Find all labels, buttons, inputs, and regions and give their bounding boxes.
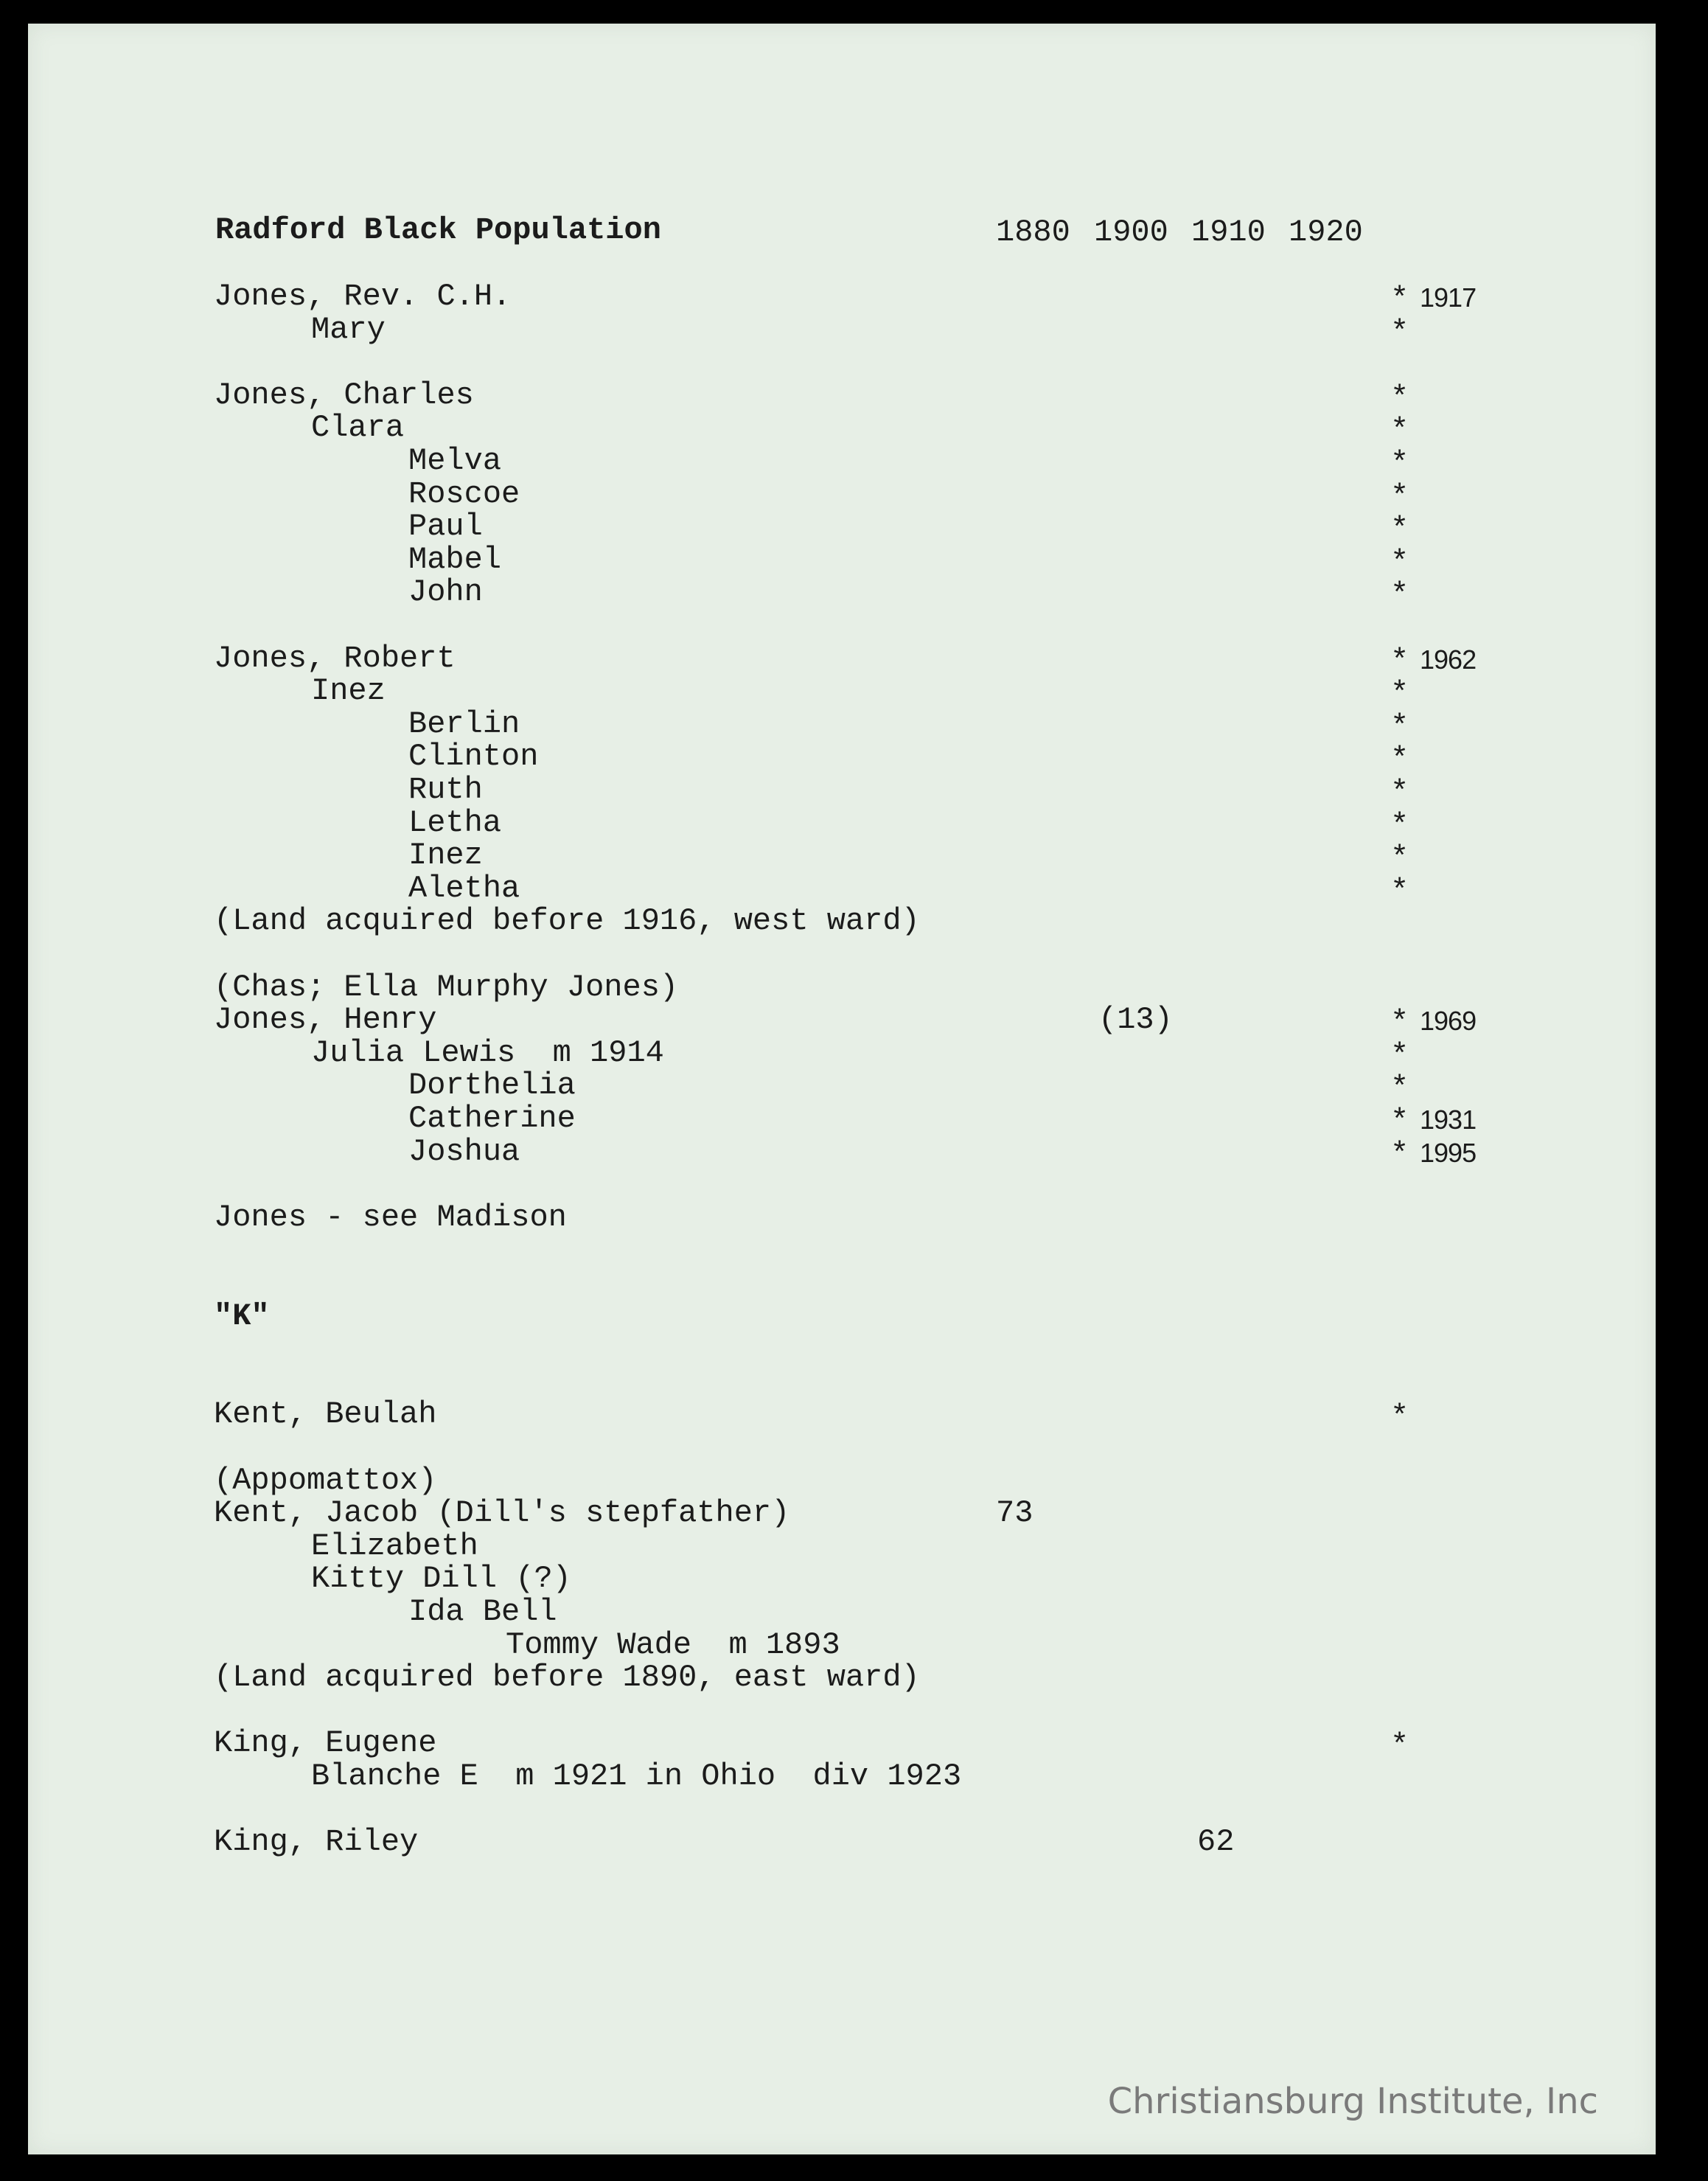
- census-1920-mark: *: [1390, 380, 1409, 416]
- census-1920-mark: *: [1390, 709, 1409, 745]
- census-1920-mark: *: [1390, 874, 1409, 909]
- entry-name: Tommy Wade m 1893: [506, 1627, 840, 1663]
- watermark: Christiansburg Institute, Inc: [1107, 2081, 1598, 2122]
- census-1910-value: 62: [1197, 1824, 1235, 1860]
- census-1920-mark: *: [1390, 413, 1409, 448]
- census-1920-mark: *: [1390, 479, 1409, 515]
- census-1920-mark: *: [1390, 1137, 1409, 1172]
- handwritten-year: 1931: [1420, 1105, 1477, 1135]
- entry-name: Clara: [311, 410, 405, 445]
- census-1920-mark: *: [1390, 315, 1409, 350]
- entry-name: Mary: [311, 312, 386, 347]
- entry-name: King, Eugene: [214, 1725, 437, 1761]
- entry-name: (Land acquired before 1916, west ward): [214, 903, 920, 939]
- year-header-1880: 1880: [996, 215, 1070, 250]
- entry-name: Kent, Beulah: [214, 1396, 437, 1432]
- census-1920-mark: *: [1390, 808, 1409, 843]
- entry-name: Roscoe: [408, 476, 520, 512]
- entry-name: Melva: [408, 443, 502, 479]
- entry-name: Letha: [408, 805, 502, 841]
- document-page: [28, 24, 1656, 2154]
- census-1880-value: 73: [996, 1495, 1033, 1531]
- entry-name: (Land acquired before 1890, east ward): [214, 1660, 920, 1695]
- entry-name: Julia Lewis m 1914: [311, 1035, 664, 1071]
- census-1920-mark: *: [1390, 676, 1409, 712]
- entry-name: (Chas; Ella Murphy Jones): [214, 970, 679, 1005]
- entry-name: Inez: [311, 673, 386, 709]
- entry-name: Blanche E m 1921 in Ohio div 1923: [311, 1759, 962, 1794]
- entry-name: Mabel: [408, 542, 502, 577]
- census-1920-mark: *: [1390, 577, 1409, 613]
- entry-name: Jones, Rev. C.H.: [214, 279, 512, 314]
- census-1920-mark: *: [1390, 1104, 1409, 1139]
- entry-name: Paul: [408, 509, 483, 544]
- census-1920-mark: *: [1390, 742, 1409, 777]
- entry-name: Dorthelia: [408, 1068, 576, 1103]
- census-1920-mark: *: [1390, 841, 1409, 876]
- census-1920-mark: *: [1390, 644, 1409, 679]
- census-1920-mark: *: [1390, 1071, 1409, 1106]
- entry-name: "K": [214, 1298, 270, 1334]
- census-1920-mark: *: [1390, 1038, 1409, 1074]
- entry-name: Inez: [408, 838, 483, 873]
- year-header-1900: 1900: [1094, 215, 1168, 250]
- entry-name: Jones, Robert: [214, 641, 456, 676]
- census-1900-value: (13): [1098, 1002, 1173, 1037]
- handwritten-year: 1962: [1420, 644, 1477, 675]
- census-1920-mark: *: [1390, 545, 1409, 580]
- year-header-1920: 1920: [1289, 215, 1363, 250]
- entry-name: Jones - see Madison: [214, 1200, 567, 1235]
- handwritten-year: 1969: [1420, 1006, 1477, 1036]
- entry-name: Aletha: [408, 871, 520, 906]
- census-1920-mark: *: [1390, 446, 1409, 481]
- census-1920-mark: *: [1390, 1399, 1409, 1435]
- entry-name: Catherine: [408, 1101, 576, 1136]
- entry-name: Berlin: [408, 706, 520, 742]
- census-1920-mark: *: [1390, 1728, 1409, 1764]
- census-1920-mark: *: [1390, 1005, 1409, 1040]
- census-1920-mark: *: [1390, 282, 1409, 317]
- page-title: Radford Black Population: [215, 212, 661, 248]
- year-header-1910: 1910: [1191, 215, 1266, 250]
- entry-name: King, Riley: [214, 1824, 419, 1860]
- entry-name: (Appomattox): [214, 1463, 437, 1498]
- entry-name: Ida Bell: [408, 1594, 557, 1629]
- entry-name: Joshua: [408, 1134, 520, 1169]
- entry-name: Kitty Dill (?): [311, 1561, 571, 1596]
- handwritten-year: 1995: [1420, 1138, 1477, 1168]
- census-1920-mark: *: [1390, 775, 1409, 810]
- handwritten-year: 1917: [1420, 282, 1477, 313]
- entry-name: Ruth: [408, 772, 483, 807]
- entry-name: Clinton: [408, 739, 539, 774]
- entry-name: Kent, Jacob (Dill's stepfather): [214, 1495, 790, 1531]
- entry-name: John: [408, 574, 483, 610]
- entry-name: Elizabeth: [311, 1528, 478, 1564]
- entry-name: Jones, Henry: [214, 1002, 437, 1037]
- census-1920-mark: *: [1390, 512, 1409, 547]
- entry-name: Jones, Charles: [214, 378, 474, 413]
